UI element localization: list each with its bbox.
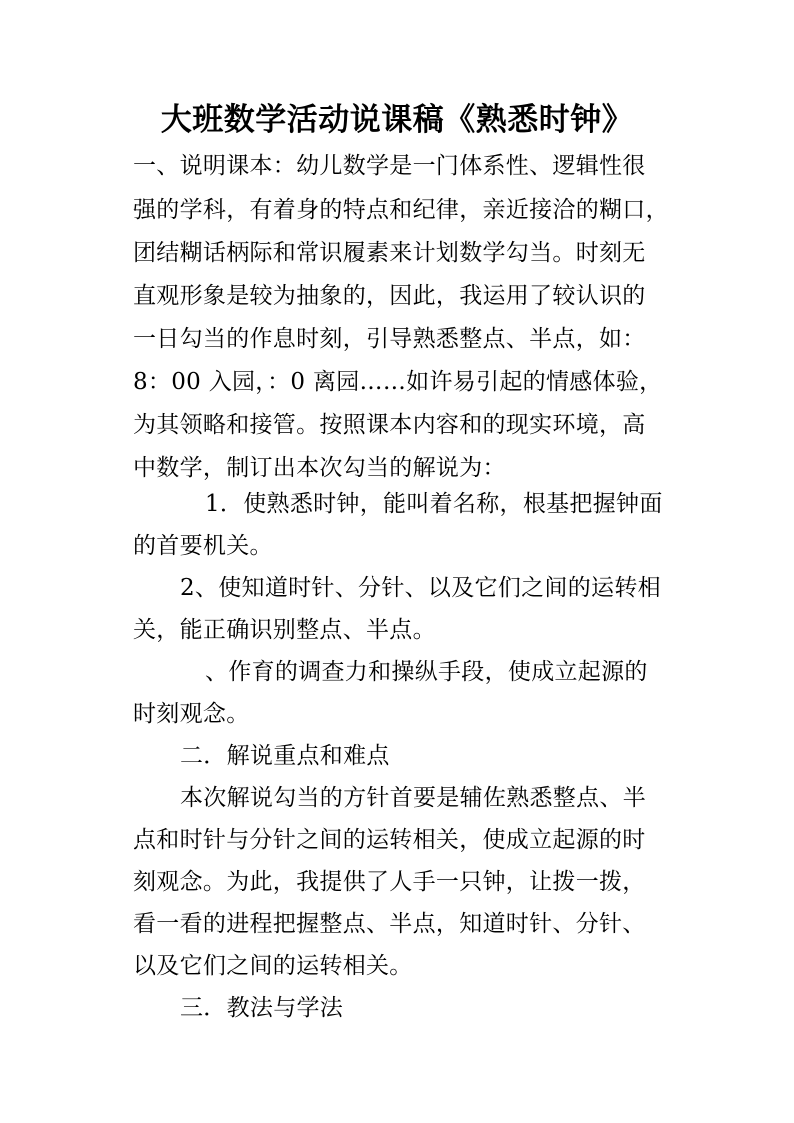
paragraph-line: 2、使知道时针、分针、以及它们之间的运转相 [180,575,661,601]
paragraph-line: 为其领略和接管。按照课本内容和的现实环境，高 [133,412,646,438]
paragraph-line: 看一看的进程把握整点、半点，知道时针、分针、 [133,911,646,937]
paragraph-line: 时刻观念。 [133,701,250,727]
paragraph-line: 的首要机关。 [133,533,273,559]
paragraph-line: 刻观念。为此，我提供了人手一只钟，让拨一拨， [133,869,646,895]
paragraph-line: 8：00 入园，：0 离园……如许易引起的情感体验， [133,369,663,395]
paragraph-line: 关，能正确识别整点、半点。 [133,617,436,643]
document-title: 大班数学活动说课稿《熟悉时钟》 [160,102,634,138]
paragraph-line: 团结糊话柄际和常识履素来计划数学勾当。时刻无 [133,240,646,266]
paragraph-line: 一日勾当的作息时刻，引导熟悉整点、半点，如： [133,326,646,352]
section-heading: 二．解说重点和难点 [180,743,390,769]
paragraph-line: 中数学，制订出本次勾当的解说为： [133,455,506,481]
paragraph-line: 点和时针与分针之间的运转相关，使成立起源的时 [133,827,646,853]
section-heading: 三．教法与学法 [180,995,344,1021]
paragraph-line: 一、说明课本：幼儿数学是一门体系性、逻辑性很 [133,153,646,179]
paragraph-line: 强的学科，有着身的特点和纪律，亲近接洽的糊口， [133,197,669,223]
paragraph-line: 、作育的调查力和操纵手段，使成立起源的 [205,659,648,685]
paragraph-line: 以及它们之间的运转相关。 [133,953,413,979]
paragraph-line: 直观形象是较为抽象的，因此，我运用了较认识的 [133,283,646,309]
paragraph-line: 本次解说勾当的方针首要是辅佐熟悉整点、半 [180,785,646,811]
paragraph-line: 1．使熟悉时钟，能叫着名称，根基把握钟面 [205,491,663,517]
